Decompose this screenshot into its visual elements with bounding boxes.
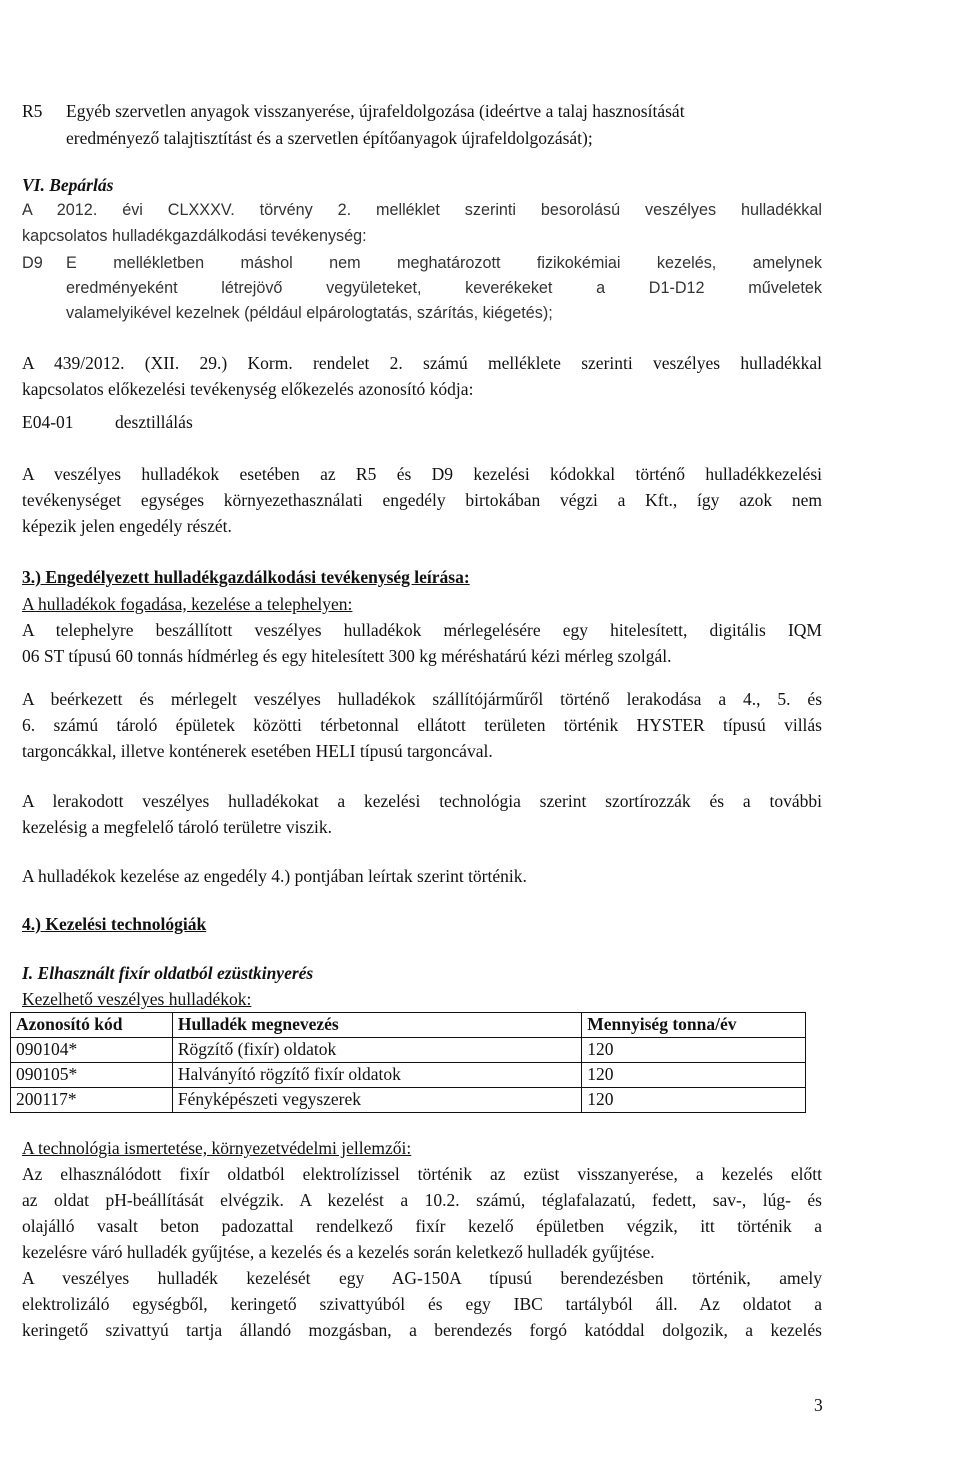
section-4-heading: 4.) Kezelési technológiák — [22, 914, 207, 934]
r5-text-line: eredményező talajtisztítást és a szervetlen építőanyagok újrafeldolgozását); — [66, 128, 593, 148]
technology-line: keringető szivattyú tartja állandó mozgásban, a berendezés forgó katóddal dolgozik, a kezelés — [22, 1320, 822, 1340]
technology-heading: A technológia ismertetése, környezetvédelmi jellemzői: — [22, 1138, 412, 1158]
technology-line: elektrolizáló egységből, keringető szivattyúból és egy IBC tartályból áll. Az oldatot a — [22, 1294, 822, 1314]
paragraph-line: A beérkezett és mérlegelt veszélyes hulladékok szállítójárműről történő lerakodása a 4., 5. és — [22, 689, 822, 709]
technology-line: A veszélyes hulladék kezelését egy AG-150A típusú berendezésben történik, amely — [22, 1268, 822, 1288]
paragraph-line: A lerakodott veszélyes hulladékokat a kezelési technológia szerint szortírozzák és a további — [22, 791, 822, 811]
paragraph-line: A hulladékok kezelése az engedély 4.) pontjában leírtak szerint történik. — [22, 866, 527, 886]
technology-line: olajálló vasalt beton padozattal rendelkező fixír kezelő épületben végzik, itt történik a — [22, 1216, 822, 1236]
technology-line: Az elhasználódott fixír oldatból elektrolízissel történik az ezüst visszanyerése, a kezelés előtt — [22, 1164, 822, 1184]
cell-code: 090105* — [11, 1063, 173, 1088]
column-header-code: Azonosító kód — [11, 1013, 173, 1038]
section-3-subheading: A hulladékok fogadása, kezelése a telephelyen: — [22, 594, 353, 614]
paragraph-line: 6. számú tároló épületek közötti térbetonnal ellátott területen történik HYSTER típusú villás — [22, 715, 822, 735]
pretreatment-activity: desztillálás — [115, 412, 193, 432]
paragraph-line: 06 ST típusú 60 tonnás hídmérleg és egy hitelesített 300 kg méréshatárú kézi mérleg szolgál. — [22, 646, 672, 666]
table-row — [11, 1063, 806, 1088]
cell-name: Halványító rögzítő fixír oldatok — [172, 1063, 581, 1088]
column-header-name: Hulladék megnevezés — [172, 1013, 581, 1038]
table-caption: Kezelhető veszélyes hulladékok: — [22, 989, 252, 1009]
paragraph-line: kezelésig a megfelelő tároló területre viszik. — [22, 817, 333, 837]
r5-code: R5 — [22, 101, 43, 121]
r5-text-line: Egyéb szervetlen anyagok visszanyerése, újrafeldolgozása (ideértve a talaj hasznosítását — [66, 101, 685, 121]
column-header-quantity: Mennyiség tonna/év — [582, 1013, 806, 1038]
note-line: tevékenységet egységes környezethasználati engedély birtokában végzi a Kft., így azok nem — [22, 490, 822, 510]
law-line: A 2012. évi CLXXXV. törvény 2. melléklet szerinti besorolású veszélyes hulladékkal — [22, 201, 822, 219]
note-line: A veszélyes hulladékok esetében az R5 és D9 kezelési kódokkal történő hulladékkezelési — [22, 464, 822, 484]
d9-text-line: E mellékletben máshol nem meghatározott fizikokémiai kezelés, amelynek — [66, 254, 822, 272]
pretreatment-code: E04-01 — [22, 412, 74, 432]
table-row — [11, 1088, 806, 1113]
table-row — [11, 1038, 806, 1063]
d9-code: D9 — [22, 254, 43, 272]
paragraph-line: A telephelyre beszállított veszélyes hulladékok mérlegelésére egy hitelesített, digitális IQM — [22, 620, 822, 640]
cell-quantity: 120 — [582, 1038, 806, 1063]
law-line: kapcsolatos hulladékgazdálkodási tevékenység: — [22, 227, 367, 245]
table-header-row — [11, 1013, 806, 1038]
korm-line: kapcsolatos előkezelési tevékenység előkezelés azonosító kódja: — [22, 379, 474, 399]
d9-text-line: eredményeként létrejövő vegyületeket, keverékeket a D1-D12 műveletek — [66, 279, 822, 297]
section-vi-heading: VI. Bepárlás — [22, 175, 114, 195]
cell-code: 090104* — [11, 1038, 173, 1063]
cell-code: 200117* — [11, 1088, 173, 1113]
cell-name: Fényképészeti vegyszerek — [172, 1088, 581, 1113]
cell-quantity: 120 — [582, 1088, 806, 1113]
paragraph-line: targoncákkal, illetve konténerek esetében HELI típusú targoncával. — [22, 741, 493, 761]
page-number: 3 — [814, 1395, 823, 1415]
waste-table — [10, 1012, 806, 1113]
subsection-i-heading: I. Elhasznált fixír oldatból ezüstkinyerés — [22, 963, 314, 983]
d9-text-line: valamelyikével kezelnek (például elpárologtatás, szárítás, kiégetés); — [66, 304, 553, 322]
technology-line: kezelésre váró hulladék gyűjtése, a kezelés és a kezelés során keletkező hulladék gyűjtése. — [22, 1242, 655, 1262]
technology-line: az oldat pH-beállítását elvégzik. A kezelést a 10.2. számú, téglafalazatú, fedett, sav-, lúg- és — [22, 1190, 822, 1210]
cell-quantity: 120 — [582, 1063, 806, 1088]
cell-name: Rögzítő (fixír) oldatok — [172, 1038, 581, 1063]
note-line: képezik jelen engedély részét. — [22, 516, 232, 536]
section-3-heading: 3.) Engedélyezett hulladékgazdálkodási tevékenység leírása: — [22, 567, 470, 587]
korm-line: A 439/2012. (XII. 29.) Korm. rendelet 2. számú melléklete szerinti veszélyes hulladékkal — [22, 353, 822, 373]
